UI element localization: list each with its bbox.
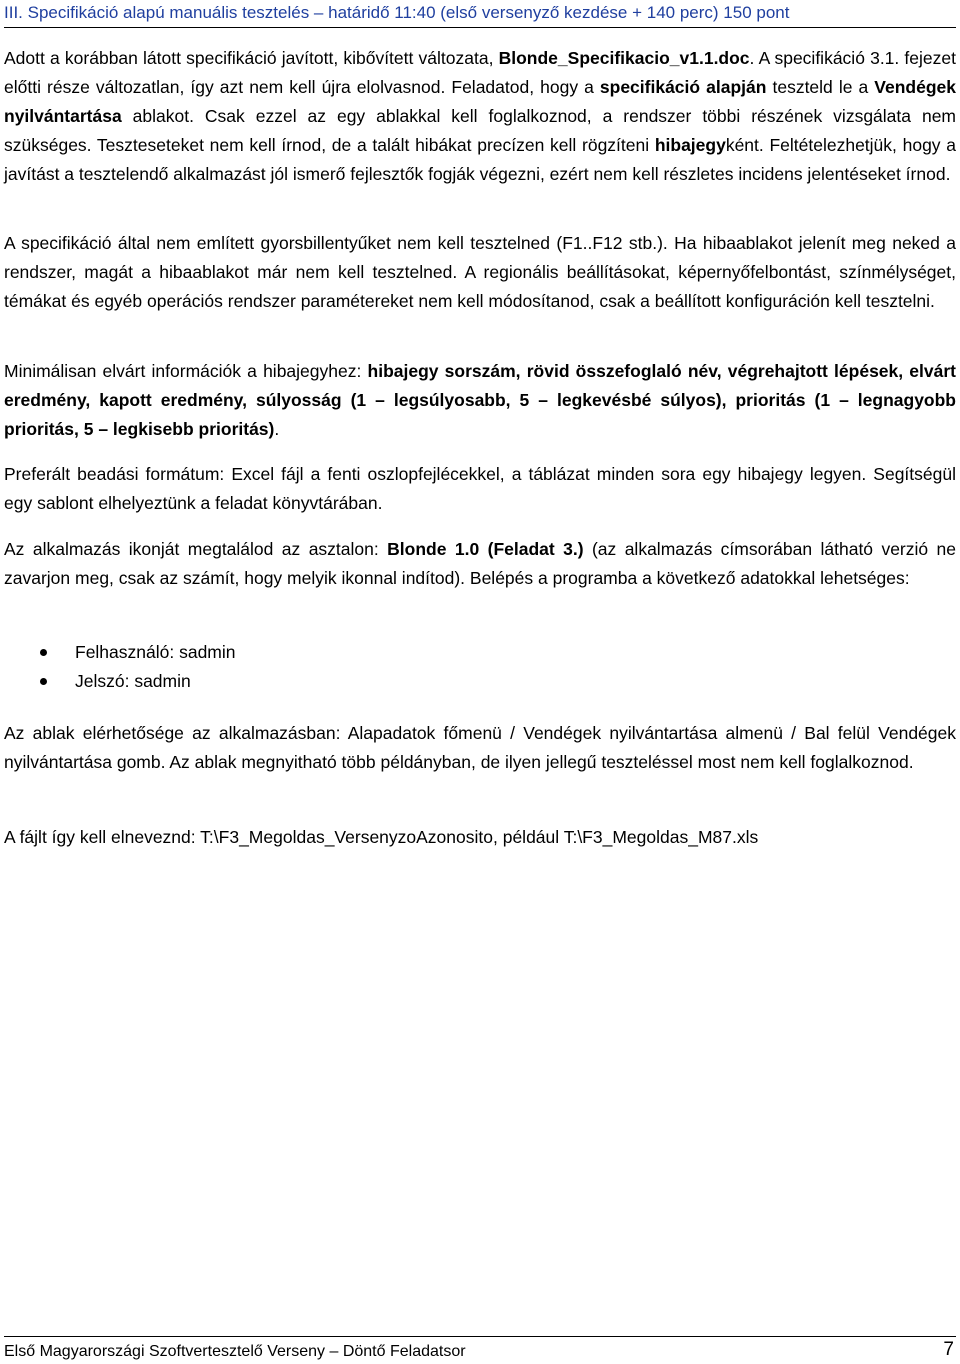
ticket-info-text-2: . (274, 419, 280, 439)
window-access-paragraph: Az ablak elérhetősége az alkalmazásban: Alapadatok főmenü / Vendégek nyilvántartása almenü / Bal felül Vendégek nyilvántartása gomb. Az ablak megnyitható több példányban, de ilyen jellegű teszteléssel most nem kell foglalkoznod. (4, 723, 956, 772)
ticket-info-text-1: Minimálisan elvárt információk a hibajegyhez: (4, 361, 368, 381)
app-icon-text-2: (az alkalmazás címsorában látható verzió ne zavarjon meg, csak az számít, hogy melyik ikonnal indítod). Belépés a programba a következő adatokkal lehetséges: (4, 539, 957, 588)
intro-text-5: ként. Feltételezhetjük, hogy a javítást a tesztelendő alkalmazást jól ismerő fejlesztők fogják végezni, ezért nem kell részletes incidens jelentéseket írnod. (4, 135, 956, 184)
app-icon-text-1: Az alkalmazás ikonját megtalálod az asztalon: (4, 539, 388, 559)
list-item-password (40, 667, 191, 696)
intro-bold-ticket: hibajegy (654, 135, 726, 155)
ticket-fields-bold: hibajegy sorszám, rövid összefoglaló név, végrehajtott lépések, elvárt eredmény, kapott eredmény, súlyosság (1 – legsúlyosabb, 5 – legkevésbé súlyos), prioritás (1 – legnagyobb prioritás, 5 – legkisebb prioritás) (4, 361, 956, 439)
intro-text-1: Adott a korábban látott specifikáció javított, kibővített változata, (4, 48, 499, 68)
filename-paragraph: A fájlt így kell elneveznd: T:\F3_Megoldas_VersenyzoAzonosito, például T:\F3_Megoldas_M87.xls (4, 827, 759, 847)
intro-bold-spec-based: specifikáció alapján (599, 77, 767, 97)
app-icon-name-bold: Blonde 1.0 (Feladat 3.) (387, 539, 584, 559)
page-number: 7 (943, 1339, 954, 1360)
footer-rule (4, 1336, 956, 1337)
format-paragraph: Preferált beadási formátum: Excel fájl a fenti oszlopfejlécekkel, a táblázat minden sora egy hibajegy legyen. Segítségül egy sablont elhelyeztünk a feladat könyvtárában. (4, 464, 956, 513)
username-text: Felhasználó: sadmin (75, 642, 236, 662)
list-item-username (40, 638, 236, 667)
bullet-dot-icon (40, 678, 47, 685)
intro-bold-window-name: Vendégek nyilvántartása (4, 77, 956, 126)
intro-text-4: ablakot. Csak ezzel az egy ablakkal kell foglalkoznod, a rendszer többi részének vizsgálata nem szükséges. Teszteseteket nem kell írnod, de a talált hibákat precízen kell rögzíteni (4, 106, 956, 155)
app-icon-paragraph (4, 535, 956, 593)
footer-title: Első Magyarországi Szoftvertesztelő Verseny – Döntő Feladatsor (4, 1343, 466, 1360)
bullet-dot-icon (40, 649, 47, 656)
intro-text-2: . A specifikáció 3.1. fejezet előtti része változatlan, így azt nem kell újra elolvasnod. Feladatod, hogy a (4, 48, 956, 97)
section-heading: III. Specifikáció alapú manuális tesztelés – határidő 11:40 (első versenyző kezdése + 140 perc) 150 pont (4, 3, 790, 22)
ticket-info-paragraph (4, 357, 956, 444)
heading-rule (4, 27, 956, 28)
rules-paragraph: A specifikáció által nem említett gyorsbillentyűket nem kell tesztelned (F1..F12 stb.). Ha hibaablakot jelenít meg neked a rendszer, magát a hibaablakot már nem kell tesztelned. A regionális beállításokat, képernyőfelbontást, színmélységet, témákat és egyéb operációs rendszer paramétereket nem kell módosítanod, csak a beállított konfiguráción kell tesztelni. (4, 233, 956, 311)
spec-filename: Blonde_Specifikacio_v1.1.doc (498, 48, 750, 68)
intro-text-3: teszteld le a (766, 77, 875, 97)
password-text: Jelszó: sadmin (75, 671, 191, 691)
intro-paragraph (4, 44, 956, 189)
